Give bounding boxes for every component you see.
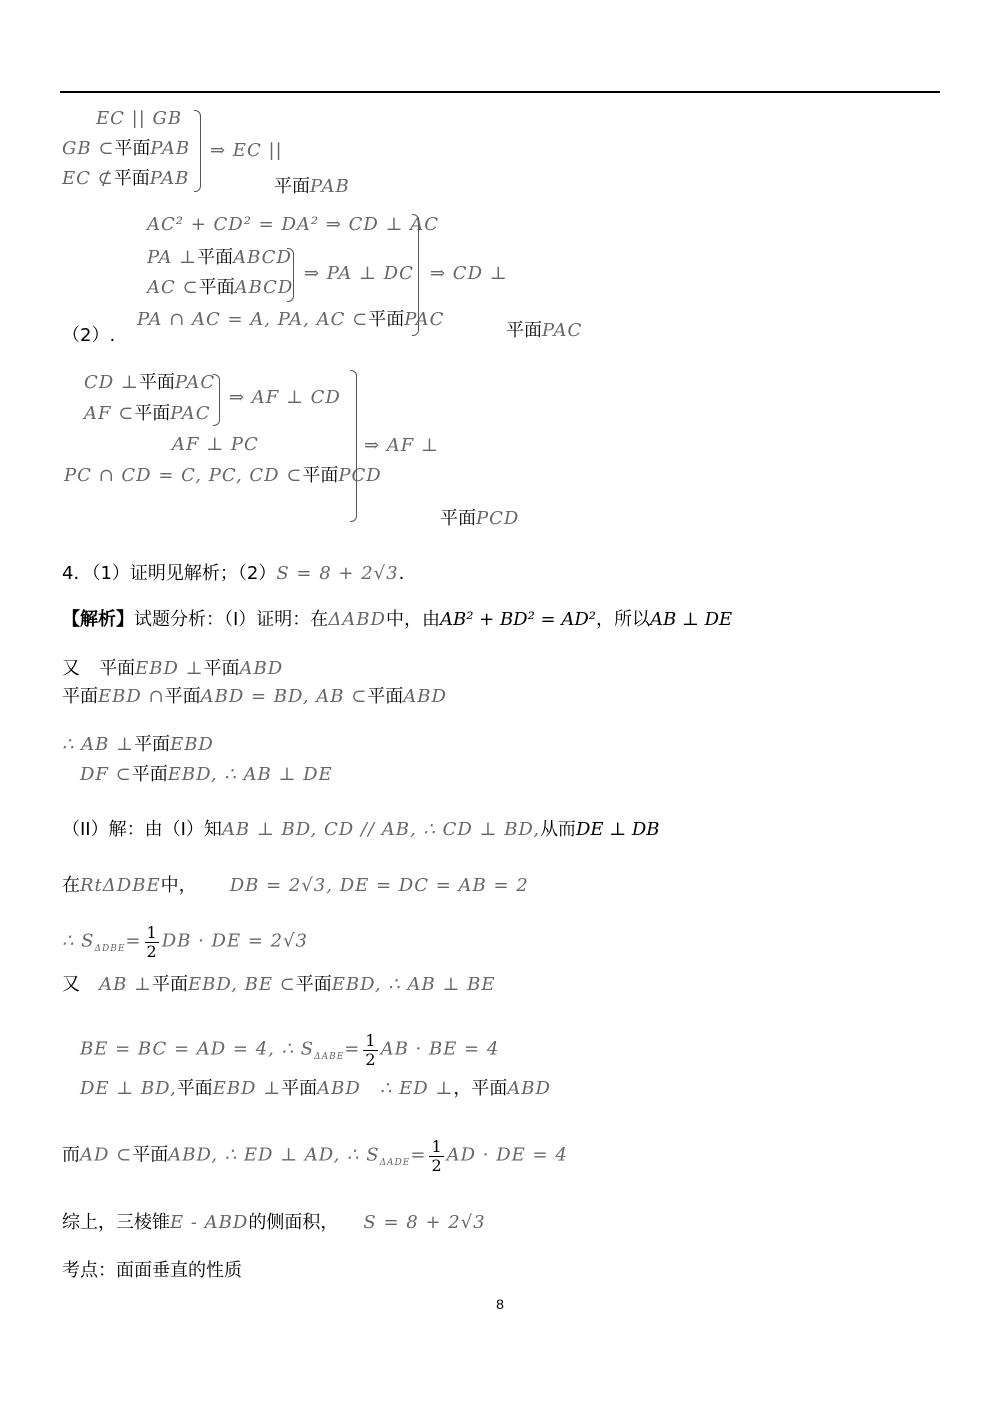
area-equation: BE = BC = AD = 4, ∴ $S_{\Delta ABE}=$ $\frac{1}{2}$ AB · BE = 4 xyxy=(80,1031,500,1069)
proof-line: DE ⊥ BD,平面EBD ⊥平面ABD ∴ ED ⊥，平面ABD xyxy=(80,1078,551,1099)
right-brace xyxy=(412,214,419,336)
formula-conclusion: ⇒ EC || xyxy=(210,140,283,161)
solution-line: （II）解：由（I）知AB ⊥ BD, CD // AB, ∴ CD ⊥ BD,从而DE ⊥ DB xyxy=(62,819,660,840)
solution-line: 在RtΔDBE中， DB = 2√3, DE = DC = AB = 2 xyxy=(62,875,529,896)
proof-line: 又 AB ⊥平面EBD, BE ⊂平面EBD, ∴ AB ⊥ BE xyxy=(62,974,496,995)
formula-line: CD ⊥平面PAC xyxy=(84,372,216,393)
fraction: $\frac{1}{2}$ xyxy=(431,1137,442,1175)
right-brace xyxy=(194,110,201,192)
formula-line: AF ⊂平面PAC xyxy=(84,403,211,424)
formula-conclusion: ⇒ CD ⊥ xyxy=(430,263,508,284)
formula-line: PA ⊥平面ABCD xyxy=(147,247,292,268)
formula-tail: 平面PAC xyxy=(506,320,583,341)
right-brace xyxy=(287,248,294,302)
formula-line: PA ∩ AC = A, PA, AC ⊂平面PAC xyxy=(137,309,445,330)
proof-line: ∴ AB ⊥平面EBD xyxy=(62,734,214,755)
fraction: $\frac{1}{2}$ xyxy=(365,1031,376,1069)
answer-heading: 4．（1）证明见解析；（2）S = 8 + 2√3. xyxy=(62,563,405,584)
formula-tail: 平面PCD xyxy=(440,508,520,529)
formula-line: EC || GB xyxy=(96,108,183,129)
fraction: $\frac{1}{2}$ xyxy=(146,923,157,961)
part-label: （2）. xyxy=(62,325,116,346)
formula-line: EC ⊄平面PAB xyxy=(62,168,190,189)
proof-line: DF ⊂平面EBD, ∴ AB ⊥ DE xyxy=(80,764,333,785)
formula-line: AF ⊥ PC xyxy=(172,434,259,455)
proof-line: 又 平面EBD ⊥平面ABD xyxy=(62,658,284,679)
knowledge-point: 考点：面面垂直的性质 xyxy=(62,1260,242,1281)
header-rule xyxy=(60,91,940,93)
page-number: 8 xyxy=(496,1296,504,1312)
right-brace xyxy=(350,370,357,522)
formula-tail: 平面PAB xyxy=(274,176,350,197)
right-brace xyxy=(213,374,220,426)
proof-line: 平面EBD ∩平面ABD = BD, AB ⊂平面ABD xyxy=(62,686,447,707)
analysis-line: 【解析】试题分析：（I）证明：在ΔABD中，由AB² + BD² = AD²，所以AB ⊥ DE xyxy=(62,609,733,630)
formula-line: PC ∩ CD = C, PC, CD ⊂平面PCD xyxy=(64,465,382,486)
area-equation: 而AD ⊂平面ABD, ∴ ED ⊥ AD, ∴ $S_{\Delta ADE}=$ $\frac{1}{2}$ AD · DE = 4 xyxy=(62,1137,568,1175)
formula-line: AC ⊂平面ABCD xyxy=(147,277,294,298)
area-equation: ∴ $S_{\Delta DBE}=$ $\frac{1}{2}$ DB · DE = 2√3 xyxy=(62,923,308,961)
conclusion-line: 综上，三棱锥E - ABD的侧面积， S = 8 + 2√3 xyxy=(62,1212,486,1233)
formula-mid: ⇒ PA ⊥ DC xyxy=(304,263,414,284)
formula-mid: ⇒ AF ⊥ CD xyxy=(229,387,341,408)
formula-line: AC² + CD² = DA² ⇒ CD ⊥ AC xyxy=(147,214,439,235)
formula-conclusion: ⇒ AF ⊥ xyxy=(364,435,439,456)
formula-line: GB ⊂平面PAB xyxy=(62,138,191,159)
